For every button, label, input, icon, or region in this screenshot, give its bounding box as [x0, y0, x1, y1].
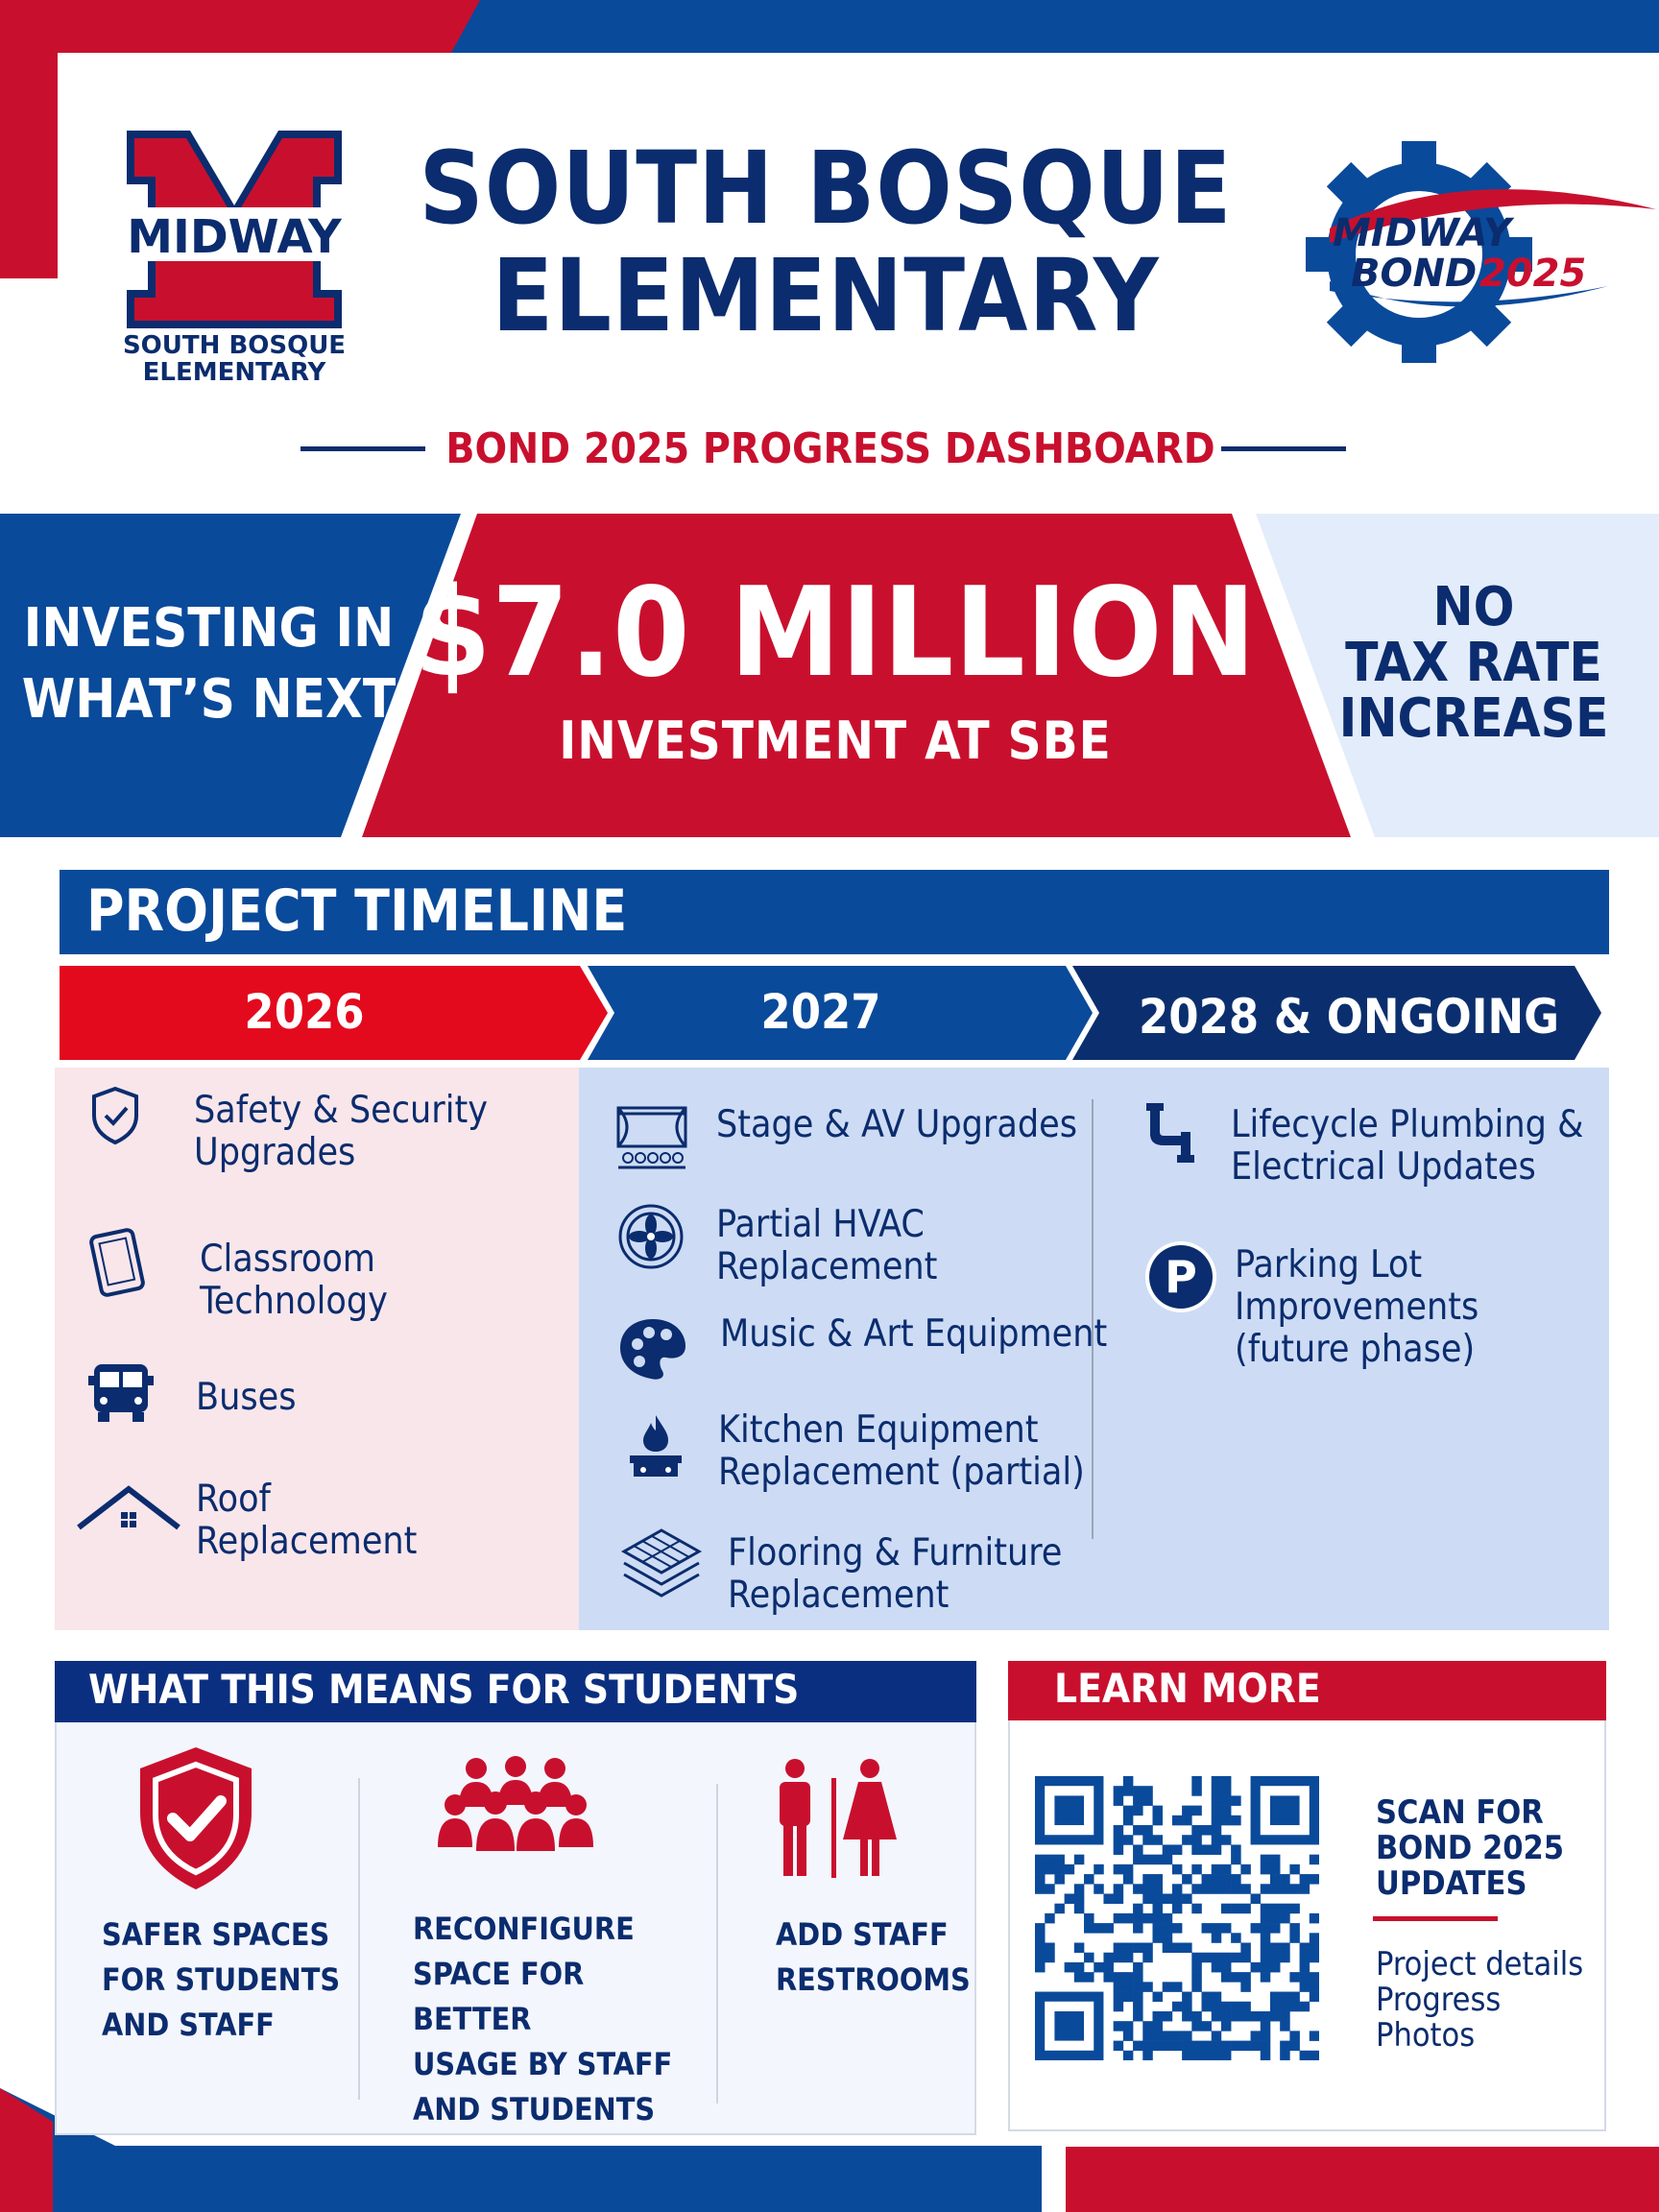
timeline-item-stage-av [716, 1104, 1077, 1146]
logo-m-text: MIDWAY [127, 210, 342, 264]
students-item-line: RECONFIGURE [413, 1911, 635, 1947]
students-item-line: USAGE BY STAFF [413, 2046, 673, 2082]
banner-left-line2: WHAT’S NEXT [21, 668, 397, 731]
year-2026-label: 2026 [244, 984, 365, 1040]
palette-icon [616, 1315, 689, 1382]
learn-more-list-item: Progress [1376, 1981, 1502, 2019]
scan-instructions [1376, 1795, 1597, 1902]
group-icon [438, 1755, 593, 1859]
students-title: WHAT THIS MEANS FOR STUDENTS [88, 1666, 800, 1713]
timeline-item-parking [1235, 1244, 1479, 1371]
tablet-icon [83, 1227, 152, 1298]
timeline-item-line: Upgrades [194, 1131, 356, 1174]
students-item-line: SPACE FOR BETTER [413, 1956, 585, 2037]
timeline-item-line: Lifecycle Plumbing & [1231, 1103, 1584, 1146]
year-2027-label: 2027 [760, 984, 881, 1040]
roof-icon [75, 1483, 182, 1531]
timeline-item-classroom-tech [200, 1238, 388, 1323]
no-tax-increase-text [1315, 576, 1632, 750]
bond-logo-line2: BOND [1351, 252, 1478, 296]
page-subtitle: BOND 2025 PROGRESS DASHBOARD [445, 424, 1215, 473]
timeline-item-line: Parking Lot [1235, 1243, 1423, 1286]
learn-more-list-item: Photos [1376, 2016, 1476, 2055]
scan-line: UPDATES [1376, 1864, 1527, 1903]
timeline-item-roof [196, 1479, 417, 1563]
timeline-item-line: Replacement [716, 1245, 938, 1288]
page-title [413, 130, 1238, 354]
pipe-icon [1142, 1099, 1208, 1166]
qr-code-icon[interactable] [1035, 1776, 1319, 2060]
students-item-line: AND STUDENTS [413, 2091, 656, 2128]
timeline-item-line: Safety & Security [194, 1089, 488, 1132]
students-item-reconfigure [413, 1907, 701, 2132]
banner-right-line2: TAX RATE [1345, 632, 1602, 694]
students-item-safer [102, 1912, 351, 2048]
timeline-item-hvac [716, 1204, 937, 1288]
timeline-item-line: Stage & AV Upgrades [716, 1103, 1078, 1146]
students-item-restrooms [776, 1912, 977, 2003]
banner-left-text [19, 593, 398, 735]
shield-check-icon [88, 1085, 142, 1146]
timeline-item-line: Flooring & Furniture [728, 1531, 1063, 1575]
scan-rule [1373, 1916, 1498, 1921]
title-line2: ELEMENTARY [492, 237, 1160, 354]
timeline-item-line: Partial HVAC [716, 1203, 925, 1246]
bond-logo-year: 2025 [1479, 252, 1587, 296]
timeline-item-line: Replacement [728, 1574, 950, 1617]
timeline-item-music-art [720, 1313, 1107, 1356]
stove-icon [624, 1411, 687, 1480]
timeline-item-line: Kitchen Equipment [718, 1408, 1039, 1452]
timeline-item-line: Replacement [196, 1520, 418, 1563]
timeline-item-kitchen [718, 1409, 1085, 1494]
timeline-item-line: (future phase) [1235, 1328, 1476, 1371]
stage-icon [614, 1104, 689, 1173]
logo-line1: SOUTH BOSQUE [123, 331, 346, 360]
timeline-item-plumbing [1231, 1104, 1583, 1189]
learn-more-list-item: Project details [1376, 1945, 1584, 1984]
timeline-title: PROJECT TIMELINE [86, 878, 628, 945]
students-divider-2 [716, 1784, 718, 2104]
logo-line2: ELEMENTARY [142, 358, 326, 386]
timeline-item-flooring [728, 1532, 1062, 1617]
investment-subtext: INVESTMENT AT SBE [559, 710, 1112, 771]
fan-icon [614, 1200, 687, 1273]
students-item-line: ADD STAFF [776, 1916, 949, 1953]
learn-more-list [1376, 1947, 1597, 2054]
timeline-item-line: Technology [200, 1280, 388, 1323]
investment-amount: $7.0 MILLION [414, 562, 1257, 705]
banner-right-line1: NO [1432, 576, 1515, 638]
safety-shield-icon [132, 1743, 259, 1893]
subtitle-rule-right [1221, 446, 1346, 451]
students-divider-1 [358, 1778, 360, 2100]
students-item-line: AND STAFF [102, 2007, 275, 2043]
bond-2025-gear-logo [1291, 137, 1656, 363]
timeline-item-line: Classroom [200, 1238, 375, 1281]
students-item-line: FOR STUDENTS [102, 1961, 341, 1998]
flooring-icon [620, 1527, 703, 1601]
students-item-line: SAFER SPACES [102, 1916, 330, 1953]
timeline-item-line: Buses [196, 1376, 297, 1419]
timeline-item-line: Improvements [1235, 1286, 1479, 1329]
learn-more-title: LEARN MORE [1054, 1665, 1321, 1712]
scan-line: BOND 2025 [1376, 1829, 1565, 1867]
timeline-item-line: Electrical Updates [1231, 1145, 1536, 1189]
bond-logo-line1: MIDWAY [1333, 211, 1511, 255]
bus-icon [86, 1358, 156, 1426]
title-line1: SOUTH BOSQUE [419, 130, 1233, 247]
banner-right-line3: INCREASE [1338, 687, 1609, 750]
timeline-item-line: Roof [196, 1478, 271, 1521]
timeline-item-line: Replacement (partial) [718, 1451, 1085, 1494]
restroom-icon [772, 1759, 899, 1880]
scan-line: SCAN FOR [1376, 1793, 1544, 1832]
timeline-item-safety [194, 1090, 488, 1174]
midway-m-logo [123, 127, 346, 386]
banner-left-line1: INVESTING IN [23, 597, 395, 660]
svg-text:P: P [1165, 1251, 1197, 1303]
students-item-line: RESTROOMS [776, 1961, 971, 1998]
parking-icon [1142, 1238, 1219, 1315]
year-2028-label: 2028 & ONGOING [1138, 989, 1560, 1045]
timeline-item-line: Music & Art Equipment [720, 1312, 1108, 1356]
timeline-item-buses [196, 1377, 296, 1419]
